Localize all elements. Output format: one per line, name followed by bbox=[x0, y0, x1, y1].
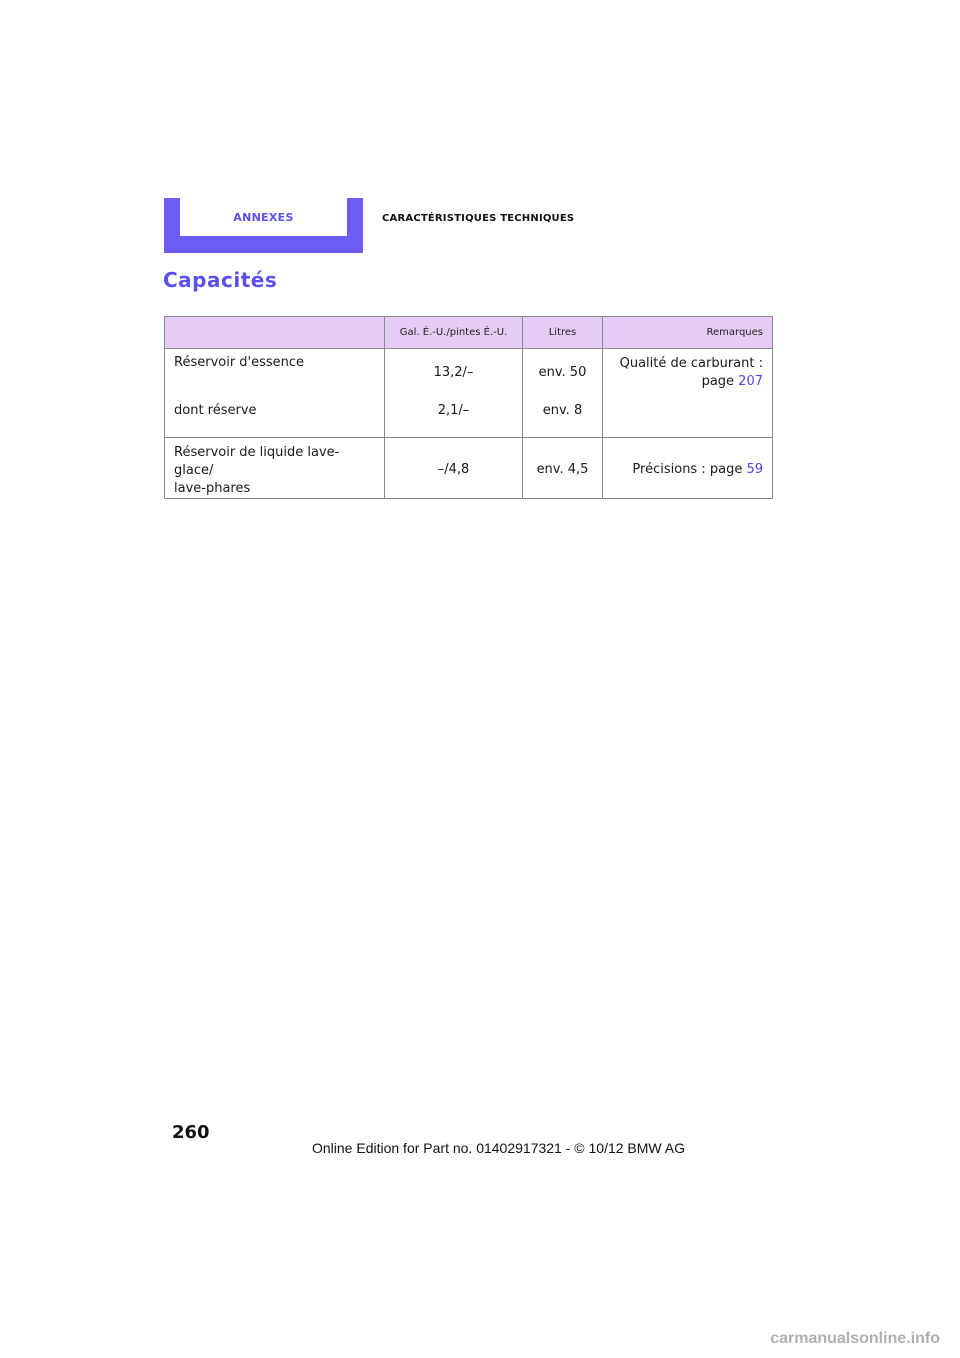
footer-edition: Online Edition for Part no. 01402917321 - © 10/12 BMW AG bbox=[312, 1140, 685, 1156]
fuel-remark-page-prefix: page bbox=[701, 374, 739, 389]
washer-label-line2: lave-phares bbox=[174, 481, 251, 496]
table-row bbox=[165, 438, 773, 499]
capacities-table bbox=[164, 316, 773, 499]
fuel-litres: env. 50 bbox=[538, 365, 587, 380]
fuel-remarks-cell bbox=[603, 349, 773, 438]
header-label bbox=[165, 317, 385, 349]
washer-label-line1: Réservoir de liquide lave-glace/ bbox=[174, 445, 340, 478]
table-row bbox=[165, 349, 773, 438]
reserve-litres: env. 8 bbox=[542, 403, 583, 418]
washer-gal-cell bbox=[385, 438, 523, 499]
watermark: carmanualsonline.info bbox=[770, 1330, 940, 1347]
washer-litres-cell bbox=[523, 438, 603, 499]
washer-remark-text: Précisions : page bbox=[632, 462, 747, 477]
washer-label-cell bbox=[165, 438, 385, 499]
section-tab bbox=[164, 198, 363, 253]
header-litres: Litres bbox=[523, 317, 603, 349]
fuel-litres-cell bbox=[523, 349, 603, 438]
fuel-remark-text: Qualité de carburant : bbox=[619, 356, 763, 371]
fuel-label-cell bbox=[165, 349, 385, 438]
section-label: ANNEXES bbox=[233, 210, 294, 224]
chapter-title: CARACTÉRISTIQUES TECHNIQUES bbox=[382, 213, 575, 224]
fuel-gal-cell bbox=[385, 349, 523, 438]
header-gal: Gal. É.-U./pintes É.-U. bbox=[385, 317, 523, 349]
header-remarks: Remarques bbox=[603, 317, 773, 349]
page-number: 260 bbox=[172, 1122, 210, 1143]
fuel-label: Réservoir d'essence bbox=[174, 355, 305, 370]
washer-remark bbox=[612, 444, 763, 477]
washer-gal: –/4,8 bbox=[437, 462, 470, 477]
reserve-label: dont réserve bbox=[174, 403, 257, 418]
fuel-remark-ref bbox=[612, 373, 763, 391]
reserve-gal: 2,1/– bbox=[437, 403, 470, 418]
table-header-row bbox=[165, 317, 773, 349]
page-heading: Capacités bbox=[163, 268, 278, 292]
fuel-gal: 13,2/– bbox=[433, 365, 474, 380]
washer-litres: env. 4,5 bbox=[536, 462, 589, 477]
washer-remarks-cell bbox=[603, 438, 773, 499]
section-tab-inner bbox=[180, 198, 347, 236]
washer-page-link[interactable]: 59 bbox=[746, 462, 763, 477]
fuel-page-link[interactable]: 207 bbox=[738, 374, 763, 389]
